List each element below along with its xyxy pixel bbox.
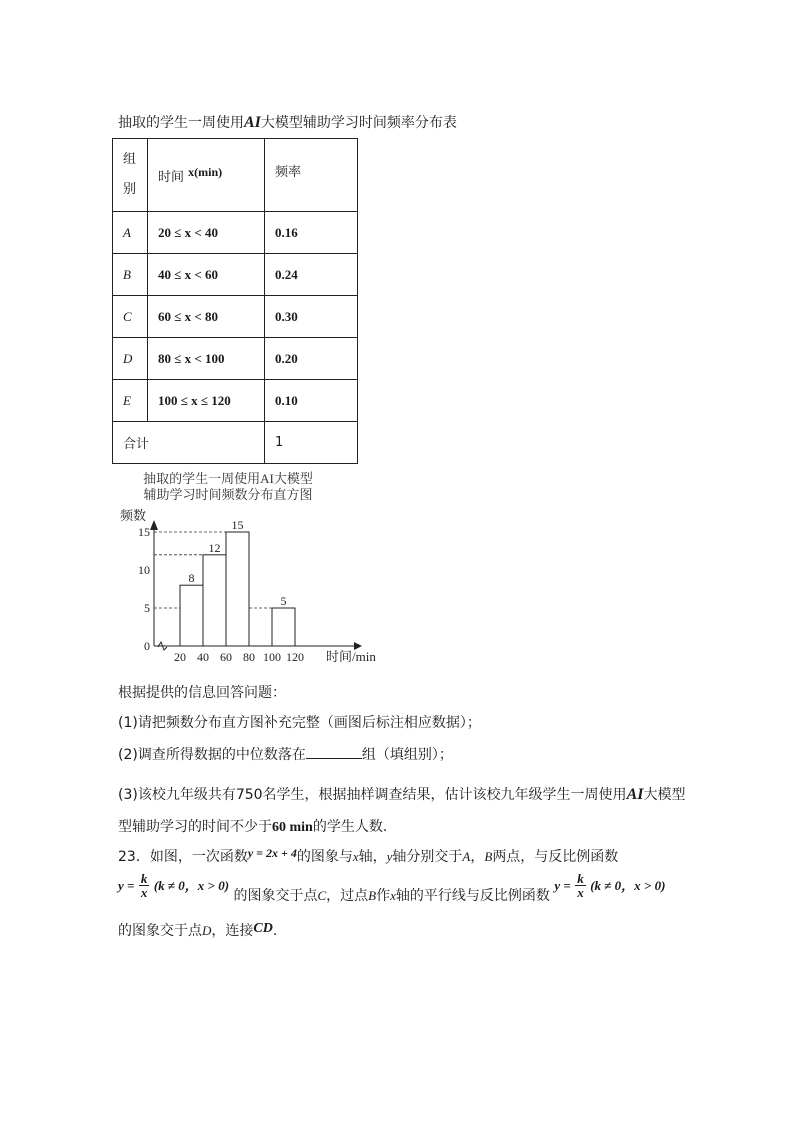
inverse-function-2: y = $\frac{k}{x}$ (k ≠ 0，x > 0)	[554, 871, 666, 900]
table-row: A 20 ≤ x < 40 0.16	[113, 212, 358, 254]
question-3-line1: (3)该校九年级共有750名学生，根据抽样调查结果，估计该校九年级学生一周使用AI大模型	[118, 786, 686, 803]
inverse-function-1: y = $\frac{k}{x}$ (k ≠ 0，x > 0)	[118, 871, 230, 900]
x-tick-label: 40	[197, 650, 209, 664]
table-caption: 抽取的学生一周使用AI大模型辅助学习时间频率分布表	[118, 114, 457, 131]
histogram-bar	[272, 608, 295, 646]
bar-value-label: 8	[188, 571, 195, 586]
problem-23-line2: y = $\frac{k}{x}$ (k ≠ 0，x > 0) 的图象交于点C，过点B作x轴的平行线与反比例函数 y = $\frac{k}{x}$ (k ≠ 0，x > 0)	[118, 871, 666, 904]
histogram-bar	[226, 532, 249, 646]
table-row: E 100 ≤ x ≤ 120 0.10	[113, 380, 358, 422]
table-header-row	[113, 139, 358, 212]
ai-label: AI	[626, 786, 644, 803]
bar-value-label: 12	[208, 540, 221, 555]
answer-blank[interactable]	[306, 744, 362, 759]
chart-title-line1: 抽取的学生一周使用AI大模型	[143, 471, 313, 486]
y-axis-label: 频数	[120, 508, 147, 523]
frequency-table	[112, 138, 358, 464]
table-total-row: 合计 1	[113, 422, 358, 464]
x-tick-label: 80	[243, 650, 255, 664]
question-3-line2: 型辅助学习的时间不少于60 min的学生人数.	[118, 819, 388, 835]
x-axis-label: 时间/min	[326, 649, 376, 664]
x-tick-label: 120	[286, 650, 304, 664]
header-time: 时间 x(min)	[148, 139, 265, 212]
y-tick-label: 0	[144, 639, 150, 653]
x-tick-label: 20	[174, 650, 186, 664]
bar-value-label: 15	[231, 518, 244, 532]
y-tick-label: 15	[138, 525, 150, 539]
bar-value-label: 5	[280, 594, 287, 608]
ai-label: AI	[244, 114, 261, 131]
table-row: C 60 ≤ x < 80 0.30	[113, 296, 358, 338]
histogram-bar	[180, 585, 203, 646]
y-tick-label: 5	[144, 601, 150, 615]
problem-23-line1: 23．如图，一次函数y = 2x + 4的图象与x轴，y轴分别交于A，B两点，与反比例函数	[118, 846, 619, 865]
y-tick-label: 10	[138, 563, 150, 577]
header-freq: 频率	[265, 139, 358, 212]
questions-intro: 根据提供的信息回答问题：	[118, 685, 286, 701]
y-axis-arrow	[150, 520, 158, 530]
question-1: (1)请把频数分布直方图补充完整（画图后标注相应数据）；	[118, 715, 481, 731]
chart-title-line2: 辅助学习时间频数分布直方图	[143, 487, 313, 502]
histogram-marks	[138, 518, 362, 664]
header-group: 组别	[113, 139, 148, 212]
table-row: B 40 ≤ x < 60 0.24	[113, 254, 358, 296]
question-2: (2)调查所得数据的中位数落在 组（填组别）；	[118, 744, 453, 764]
table-row: D 80 ≤ x < 100 0.20	[113, 338, 358, 380]
x-tick-label: 60	[220, 650, 232, 664]
x-tick-label: 100	[263, 650, 281, 664]
problem-23-line3: 的图象交于点D，连接CD.	[118, 921, 278, 939]
histogram-chart	[110, 468, 400, 668]
histogram-bar	[203, 555, 226, 646]
